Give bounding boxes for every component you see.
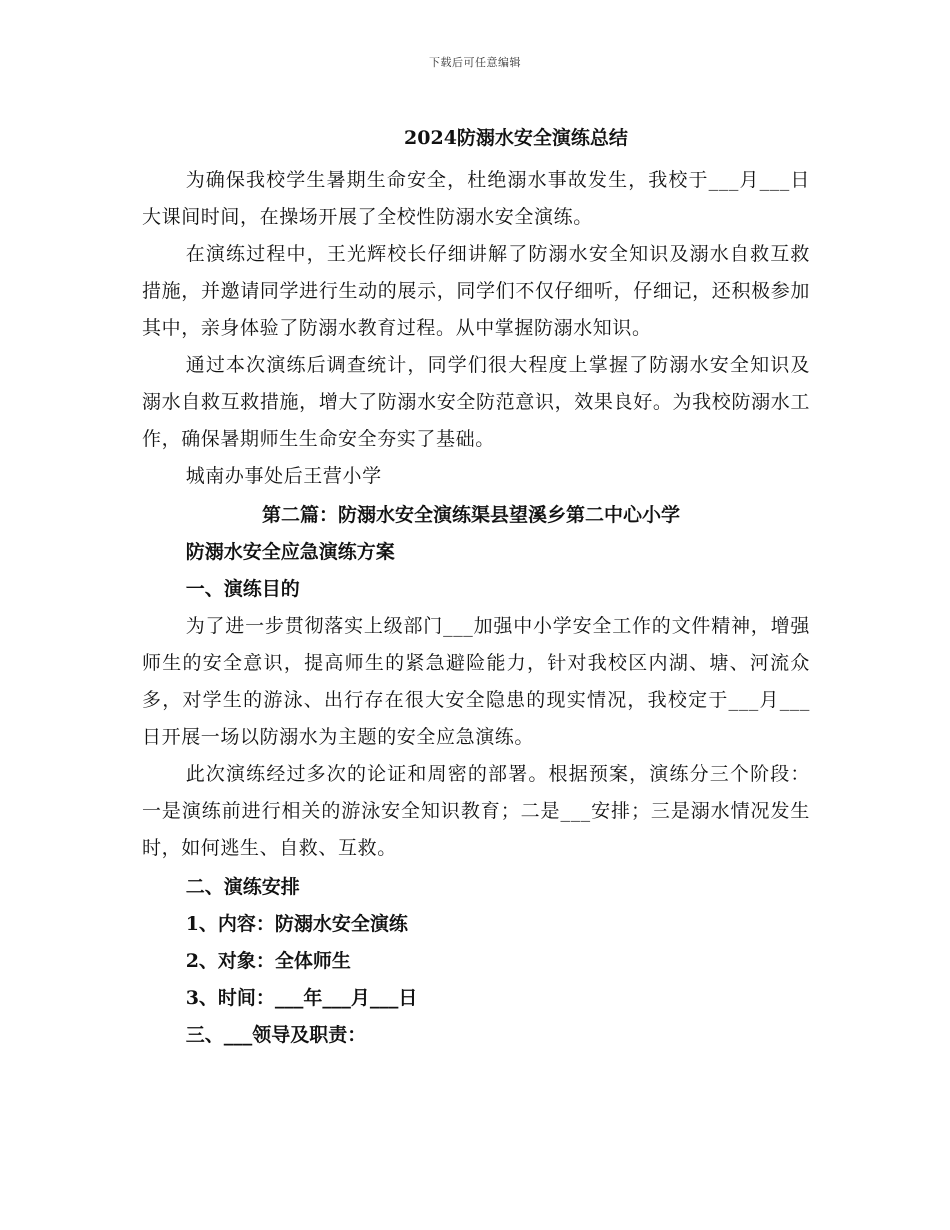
section-two-title: 第二篇：防溺水安全演练渠县望溪乡第二中心小学 [262, 504, 681, 526]
arrangement-time: 3、时间：___年___月___日 [185, 987, 418, 1009]
paragraph-purpose: 为了进一步贯彻落实上级部门___加强中小学安全工作的文件精神，增强师生的安全意识，提高师生的紧急避险能力，针对我校区内湖、塘、河流众多，对学生的游泳、出行存在很大安全隐患的现实情况，我校定于___月___日开展一场以防溺水为主题的安全应急演练。 [142, 615, 810, 748]
arrangement-content: 1、内容：防溺水安全演练 [185, 913, 408, 935]
heading-arrangement: 二、演练安排 [185, 876, 300, 898]
paragraph-process: 在演练过程中，王光辉校长仔细讲解了防溺水安全知识及溺水自救互救措施，并邀请同学进行生动的展示，同学们不仅仔细听，仔细记，还积极参加其中，亲身体验了防溺水教育过程。从中掌握防溺水知识。 [142, 243, 810, 339]
paragraph-result: 通过本次演练后调查统计，同学们很大程度上掌握了防溺水安全知识及溺水自救互救措施，增大了防溺水安全防范意识，效果良好。为我校防溺水工作，确保暑期师生生命安全夯实了基础。 [142, 354, 810, 450]
paragraph-stages: 此次演练经过多次的论证和周密的部署。根据预案，演练分三个阶段：一是演练前进行相关的游泳安全知识教育；二是___安排；三是溺水情况发生时，如何逃生、自救、互救。 [142, 763, 810, 859]
heading-leadership: 三、___领导及职责： [185, 1024, 367, 1046]
heading-purpose: 一、演练目的 [185, 578, 300, 600]
document-body [142, 120, 810, 1054]
arrangement-target: 2、对象：全体师生 [185, 950, 351, 972]
document-title: 2024防溺水安全演练总结 [404, 127, 628, 149]
page-header-note: 下载后可任意编辑 [429, 56, 521, 69]
paragraph-intro: 为确保我校学生暑期生命安全，杜绝溺水事故发生，我校于___月___日大课间时间，在操场开展了全校性防溺水安全演练。 [142, 169, 810, 228]
signature: 城南办事处后王营小学 [185, 465, 382, 487]
plan-title: 防溺水安全应急演练方案 [185, 541, 395, 563]
